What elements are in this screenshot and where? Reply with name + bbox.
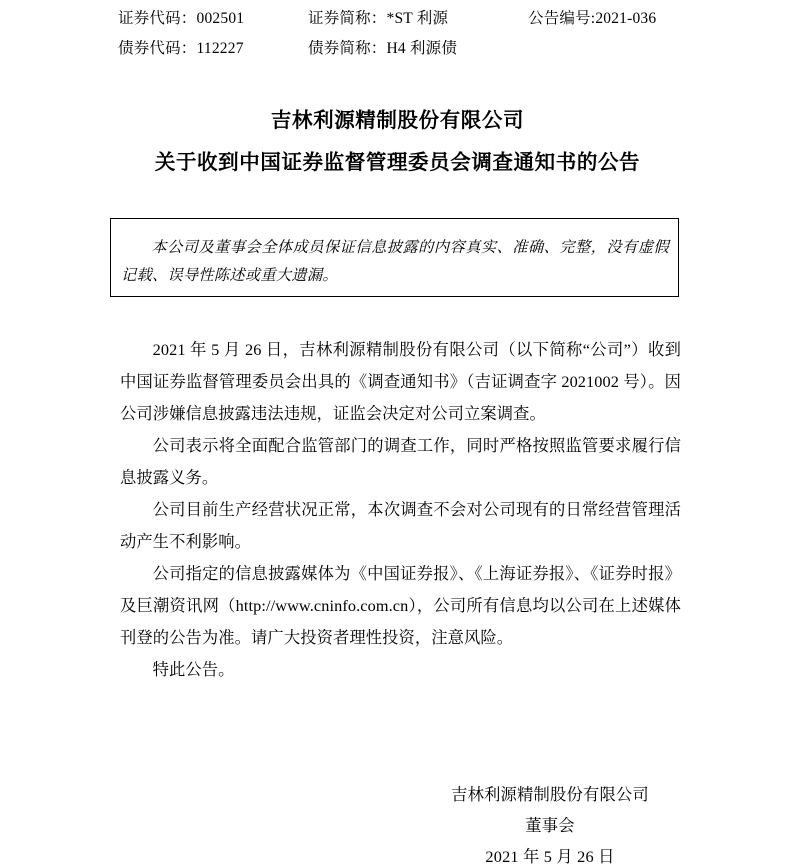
signature-board: 董事会 [525, 816, 575, 835]
body-paragraph: 2021 年 5 月 26 日，吉林利源精制股份有限公司（以下简称“公司”）收到中国证券监督管理委员会出具的《调查通知书》（吉证调查字 2021002 号）。因公司涉嫌信息披露违法违规，证监会决定对公司立案调查。 [120, 340, 681, 423]
bond-name-label: 债券简称： [308, 40, 387, 57]
body-paragraph: 公司表示将全面配合监管部门的调查工作，同时严格按照监管要求履行信息披露义务。 [120, 436, 681, 487]
bond-code-label: 债券代码： [118, 40, 197, 57]
security-name-label: 证券简称： [308, 10, 387, 27]
security-name-value: *ST 利源 [386, 10, 449, 27]
signature-date: 2021 年 5 月 26 日 [485, 847, 615, 864]
header-row-securities [118, 6, 688, 36]
security-name-cell [308, 6, 528, 28]
bond-code-cell [118, 36, 308, 58]
signature-company: 吉林利源精制股份有限公司 [451, 785, 649, 804]
page-title-subject: 关于收到中国证券监督管理委员会调查通知书的公告 [154, 152, 641, 174]
bond-name-cell [308, 36, 528, 58]
announcement-number-label: 公告编号: [528, 10, 596, 27]
header-row-bond [118, 36, 688, 66]
document-header [118, 6, 688, 66]
bond-name-value: H4 利源债 [386, 40, 458, 57]
announcement-number-value: 2021-036 [595, 10, 657, 27]
document-body [120, 334, 681, 686]
security-code-label: 证券代码： [118, 10, 197, 27]
body-paragraph: 公司指定的信息披露媒体为《中国证券报》、《上海证券报》、《证券时报》及巨潮资讯网（http://www.cninfo.com.cn），公司所有信息均以公司在上述媒体刊登的公告为准。请广大投资者理性投资，注意风险。 [120, 564, 681, 647]
body-paragraph: 特此公告。 [152, 660, 235, 679]
security-code-value: 002501 [196, 10, 245, 27]
announcement-number-cell [528, 6, 656, 28]
page-title-company: 吉林利源精制股份有限公司 [270, 110, 525, 132]
body-paragraph: 公司目前生产经营状况正常，本次调查不会对公司现有的日常经营管理活动产生不利影响。 [120, 500, 681, 551]
security-code-cell [118, 6, 308, 28]
disclaimer-box [110, 218, 679, 297]
disclaimer-text: 本公司及董事会全体成员保证信息披露的内容真实、准确、完整，没有虚假记载、误导性陈述或重大遗漏。 [121, 238, 669, 284]
bond-code-value: 112227 [196, 40, 244, 57]
